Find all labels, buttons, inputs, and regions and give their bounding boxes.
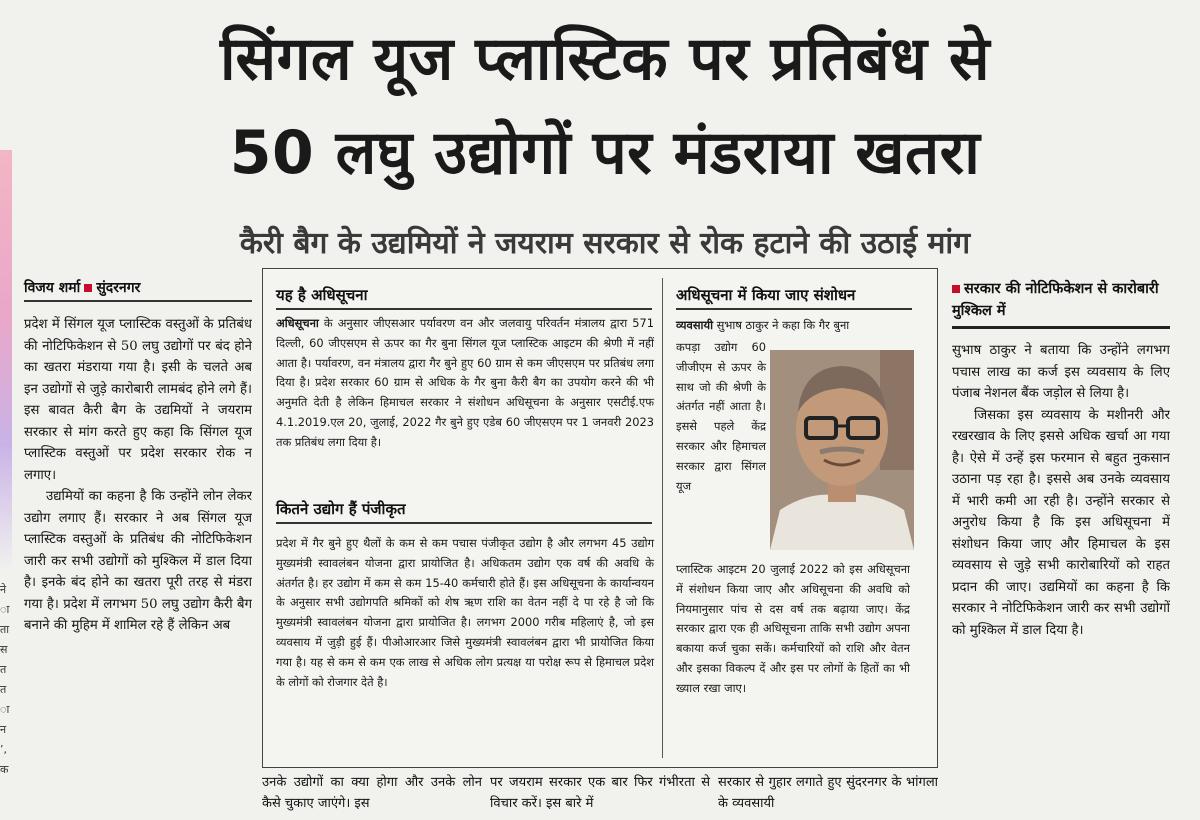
amendment-lead: व्यवसायी — [676, 318, 714, 332]
right-column-heading — [952, 278, 1170, 329]
column1-paragraph-1: प्रदेश में सिंगल यूज प्लास्टिक वस्तुओं के प्रतिबंध की नोटिफिकेशन से 50 लघु उद्योगों पर बंद होने का खतरा मंडराया गया है। इसी के चलते अब इन उद्योगों से जुड़े कारोबारी लामबंद होने लगे हैं। इस बावत कैरी बैग के उद्यमियों ने जयराम सरकार से मांग करते हुए कहा कि सिंगल यूज प्लास्टिक वस्तुओं पर प्रदेश सरकार रोक न लगाए। — [24, 317, 252, 483]
subhash-thakur-photo — [770, 350, 914, 550]
continuation-column-3: सरकार से गुहार लगाते हुए सुंदरनगर के भांगला के व्यवसायी — [718, 775, 938, 811]
notification-text — [276, 314, 654, 453]
info-box-divider — [662, 278, 663, 758]
continuation-column-1: उनके उद्योगों का क्या होगा और उनके लोन कैसे चुकाए जाएंगे। इस — [262, 775, 482, 811]
adjacent-article-fragment — [0, 150, 12, 820]
headline-line-1: सिंगल यूज प्लास्टिक पर प्रतिबंध से — [219, 24, 991, 94]
subheadline: कैरी बैग के उद्यमियों ने जयराम सरकार से रोक हटाने की उठाई मांग — [239, 226, 971, 261]
right-column-heading-text: सरकार की नोटिफिकेशन से कारोबारी मुश्किल में — [952, 281, 1159, 319]
right-column-paragraph-1: सुभाष ठाकुर ने बताया कि उन्होंने लगभग पचास लाख का कर्ज इस व्यवसाय के लिए पंजाब नेशनल बैंक जड़ोल से लिया है। — [952, 343, 1170, 401]
byline-place: सुंदरनगर — [96, 280, 141, 296]
portrait-illustration — [770, 350, 914, 550]
byline-author: विजय शर्मा — [24, 280, 81, 296]
adjacent-text-fragment: ने ा ता स त त ा न ’, क — [0, 583, 10, 776]
article-column-4 — [952, 340, 1170, 818]
article-column-1 — [24, 314, 252, 814]
notification-body: के अनुसार जीएसआर पर्यावरण वन और जलवायु परिवर्तन मंत्रालय द्वारा 571 दिल्ली, 60 जीएसएम से ऊपर का गैर बुना सिंगल यूज प्लास्टिक आइटम की श्रेणी में नहीं आता है। पर्यावरण, वन मंत्रालय द्वारा गैर बुने हुए 60 ग्राम से कम जीएसएम पर प्रतिबंध लगा दिया है। प्रदेश सरकार 60 ग्राम से अधिक के गैर बुना कैरी बैग का उपयोग करने की भी अनुमति देती है लेकिन हिमाचल सरकार ने संशोधन अधिसूचना के अनुसार एसटीई.एफ 4.1.2019.एल 20, जुलाई, 2022 गैर बुने हुए एडेब 60 जीएसएम पर 1 जनवरी 2023 तक प्रतिबंध लगा दिया है। — [276, 316, 654, 449]
heading-square-marker — [952, 285, 960, 293]
byline — [24, 276, 252, 302]
amendment-text-top — [676, 316, 910, 336]
notification-lead: अधिसूचना — [276, 316, 319, 330]
amendment-heading: अधिसूचना में किया जाए संशोधन — [676, 284, 912, 310]
continuation-column-2: पर जयराम सरकार एक बार फिर गंभीरता से विचार करें। इस बारे में — [490, 775, 710, 811]
amendment-text-side — [676, 338, 766, 496]
registered-industries-heading: कितने उद्योग हैं पंजीकृत — [276, 498, 652, 524]
headline-line-2: 50 लघु उद्योगों पर मंडराया खतरा — [229, 118, 981, 188]
right-column-paragraph-2: जिसका इस व्यवसाय के मशीनरी और रखरखाव के लिए इससे अधिक खर्चा आ गया है। ऐसे में उन्हें इस फरमान से बहुत नुकसान उठाना पड़ रहा है। इससे अब उनके व्यवसाय में भारी कमी आ रही है। उन्होंने सरकार से अनुरोध किया है कि इस अधिसूचना में संशोधन किया जाए और हिमाचल के इस व्यवसाय से जुड़े सभी कारोबारियों को राहत प्रदान की जाए। उद्यमियों का कहना है कि सरकार ने नोटिफिकेशन जारी कर सभी उद्योगों को मुश्किल में डाल दिया है। — [952, 407, 1170, 638]
amendment-side-body: कपड़ा उद्योग 60 जीजीएम से ऊपर के साथ जो की श्रेणी के अंतर्गत नहीं आता है। इससे पहले केंद्र सरकार और हिमाचल सरकार द्वारा सिंगल यूज — [676, 340, 766, 493]
registered-industries-text — [276, 534, 654, 692]
notification-heading: यह है अधिसूचना — [276, 284, 652, 310]
amendment-bottom-body: प्लास्टिक आइटम 20 जुलाई 2022 को इस अधिसूचना में संशोधन किया जाए और अधिसूचना की अवधि को नियमानुसार पांच से दस वर्ष तक बढ़ाया जाए। केंद्र सरकार द्वारा एक ही अधिसूचना ताकि सभी उद्योग अपना बकाया कर्ज चुका सकें। कर्मचारियों को राशि और वेतन और इसका विकल्प दें और इस पर लोगों के हितों का भी ख्याल रखा जाए। — [676, 562, 910, 695]
amendment-text-bottom — [676, 560, 910, 699]
continuation-strip — [262, 772, 938, 816]
column1-paragraph-2: उद्यमियों का कहना है कि उन्होंने लोन लेकर उद्योग लगाए हैं। सरकार ने अब सिंगल यूज प्लास्टिक वस्तुओं के प्रतिबंध की नोटिफिकेशन जारी कर सभी उद्योगों को मुश्किल में डाल दिया है। इनके बंद होने का खतरा पूरी तरह से मंडरा गया है। प्रदेश में लगभग 50 लघु उद्योग कैरी बैग बनाने की मुहिम में शामिल रहे हैं लेकिन अब — [24, 489, 252, 633]
amendment-top-body: सुभाष ठाकुर ने कहा कि गैर बुना — [713, 318, 850, 332]
registered-industries-body: प्रदेश में गैर बुने हुए थैलों के कम से कम पचास पंजीकृत उद्योग है और लगभग 45 उद्योग मुख्यमंत्री स्वावलंबन योजना द्वारा प्रायोजित है। अधिकतम उद्योग एक वर्ष की अवधि के अंतर्गत है। हर उद्योग में कम से कम 15-40 कर्मचारी होते हैं। इस अधिसूचना के कार्यान्वयन के अनुसार सभी उद्योगपति श्रमिकों को शेष ऋण राशि का वेतन नहीं दे पा रहे है जो कि मुख्यमंत्री स्वावलंबन योजना द्वारा प्रायोजित है। लगभग 2000 गरीब महिलाएं है, जो इस व्यवसाय में जुड़ी हुई हैं। पीओआरआर जिसे मुख्यमंत्री स्वावलंबन द्वारा भी प्रायोजित किया गया है। यह से कम से कम एक लाख से अधिक लोग प्रत्यक्ष या परोक्ष रूप से हिमाचल प्रदेश के लोगों को रोजगार देते है। — [276, 536, 654, 689]
byline-separator-square — [84, 284, 92, 292]
adjacent-image-fragment — [0, 150, 12, 570]
headline — [30, 12, 1180, 200]
